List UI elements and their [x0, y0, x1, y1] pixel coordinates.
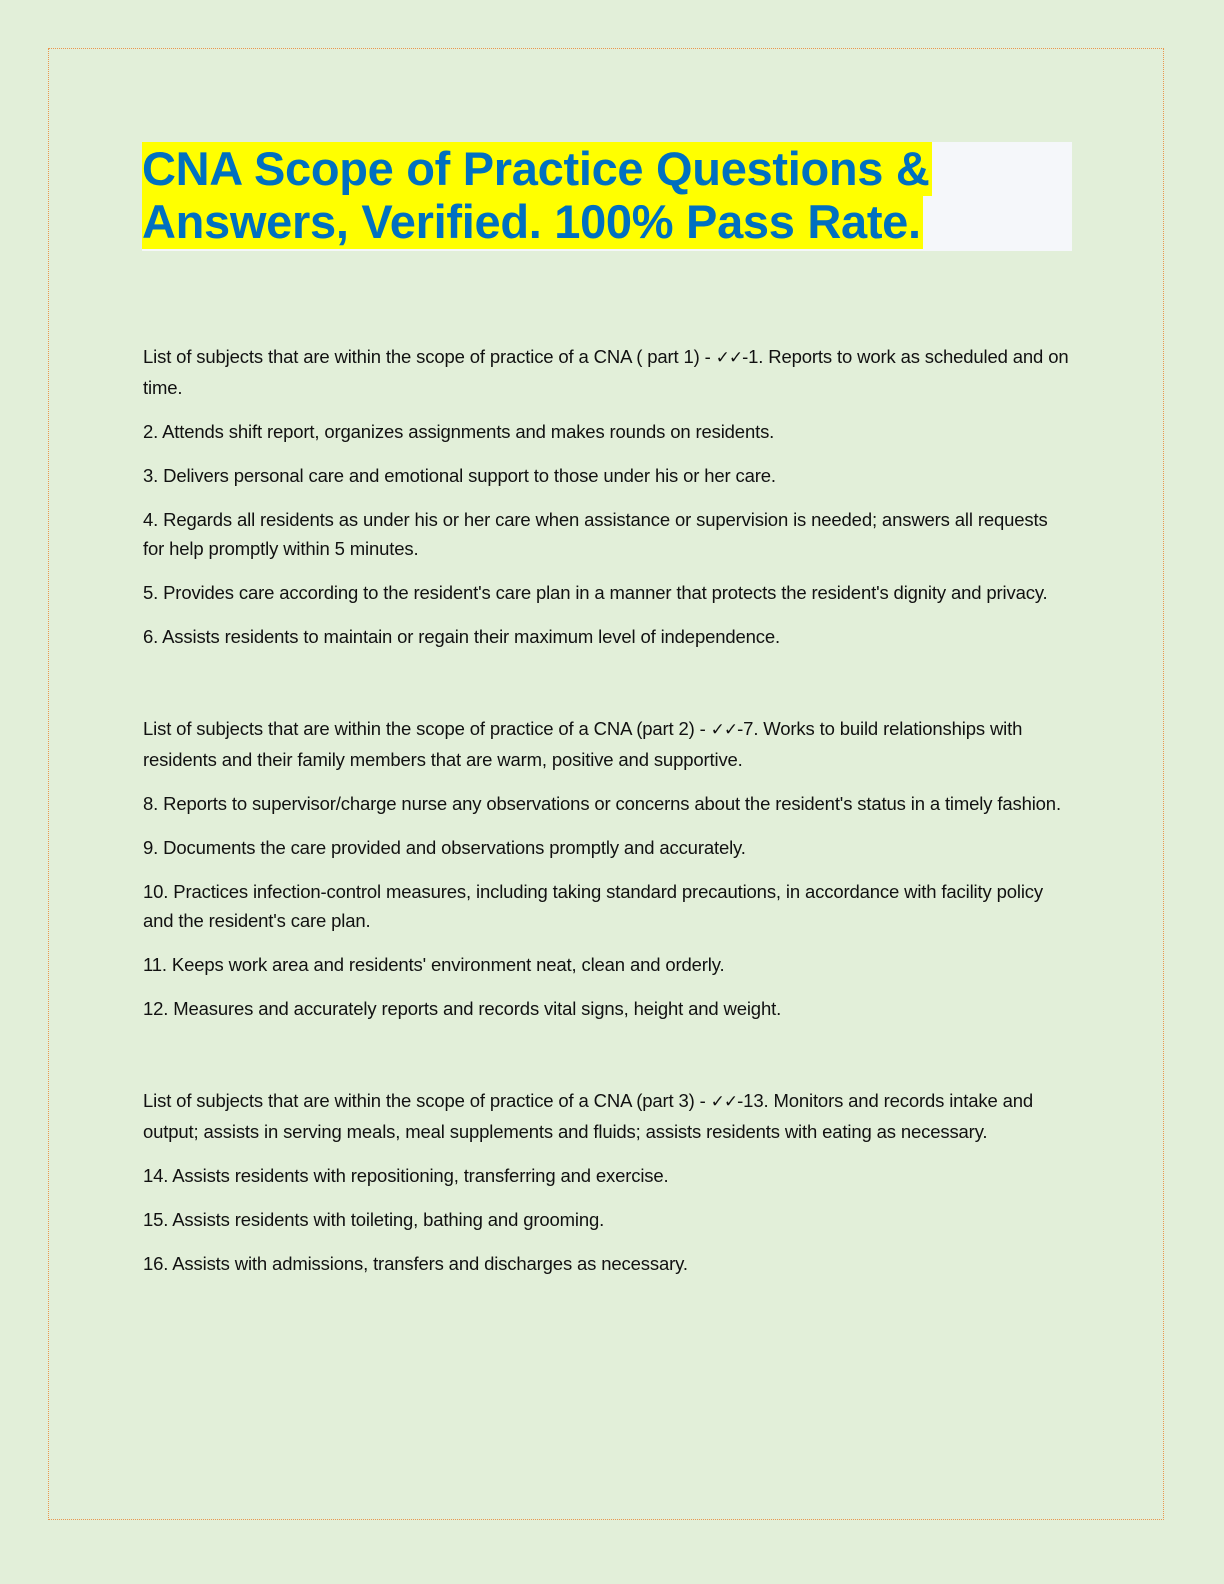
answer-item: 4. Regards all residents as under his or her care when assistance or supervision is needed; answers all requests for help promptly within 5 minutes.: [143, 509, 1048, 559]
qa-section-2: [143, 714, 1073, 1023]
answer-item: 6. Assists residents to maintain or regain their maximum level of independence.: [143, 626, 781, 647]
qa-section-1: [143, 342, 1073, 651]
qa-section-3: [143, 1086, 1073, 1278]
document-body: [143, 342, 1073, 1293]
title-block: [142, 142, 1072, 251]
answer-item: 12. Measures and accurately reports and records vital signs, height and weight.: [143, 998, 782, 1019]
double-check-icon: ✓✓: [715, 348, 743, 368]
title-line-2: Answers, Verified. 100% Pass Rate.: [142, 195, 921, 248]
answer-item: 16. Assists with admissions, transfers and discharges as necessary.: [143, 1253, 688, 1274]
answer-text: -7. Works to build relationships with residents and their family members that are warm, positive and supportive.: [143, 718, 1023, 770]
answer-item: 14. Assists residents with repositioning, transferring and exercise.: [143, 1165, 669, 1186]
answer-item: 10. Practices infection-control measures, including taking standard precautions, in accordance with facility policy and the resident's care plan.: [143, 881, 1043, 931]
double-check-icon: ✓✓: [710, 1092, 738, 1112]
section-spacer: [143, 666, 1073, 714]
answer-item: 11. Keeps work area and residents' environment neat, clean and orderly.: [143, 954, 725, 975]
section-spacer: [143, 1038, 1073, 1086]
answer-item: 9. Documents the care provided and observations promptly and accurately.: [143, 837, 746, 858]
answer-item: 8. Reports to supervisor/charge nurse any observations or concerns about the resident's status in a timely fashion.: [143, 793, 1061, 814]
answer-text: -13. Monitors and records intake and output; assists in serving meals, meal supplements and fluids; assists residents with eating as necessary.: [143, 1090, 1034, 1142]
question-text: List of subjects that are within the scope of practice of a CNA (part 3) -: [143, 1090, 711, 1111]
question-text: List of subjects that are within the scope of practice of a CNA ( part 1) -: [143, 346, 716, 367]
double-check-icon: ✓✓: [710, 720, 738, 740]
answer-text: -1. Reports to work as scheduled and on time.: [143, 346, 1069, 398]
title-line-1: CNA Scope of Practice Questions &: [142, 142, 930, 195]
question-answer: [143, 714, 1073, 774]
page-title: [142, 142, 1072, 248]
answer-item: 5. Provides care according to the resident's care plan in a manner that protects the resident's dignity and privacy.: [143, 582, 1048, 603]
question-text: List of subjects that are within the scope of practice of a CNA (part 2) -: [143, 718, 711, 739]
answer-item: 2. Attends shift report, organizes assignments and makes rounds on residents.: [143, 421, 775, 442]
answer-item: 3. Delivers personal care and emotional support to those under his or her care.: [143, 465, 776, 486]
question-answer: [143, 342, 1073, 402]
question-answer: [143, 1086, 1073, 1146]
answer-item: 15. Assists residents with toileting, bathing and grooming.: [143, 1209, 605, 1230]
